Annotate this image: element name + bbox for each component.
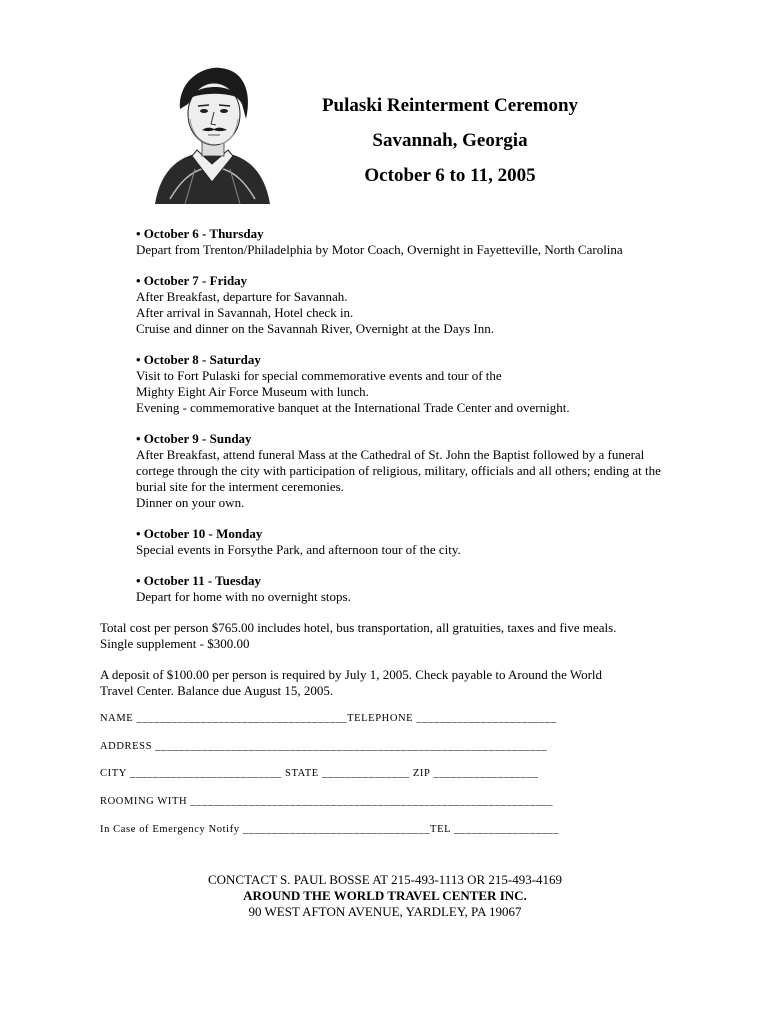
itinerary-day [136, 226, 736, 258]
day-heading: • October 9 - Sunday [136, 431, 252, 446]
itinerary-day [136, 352, 736, 416]
day-line: Cruise and dinner on the Savannah River, Overnight at the Days Inn. [136, 321, 494, 336]
day-line: Special events in Forsythe Park, and afternoon tour of the city. [136, 542, 461, 557]
city-state-zip-field[interactable]: CITY __________________________ STATE _______________ ZIP __________________ [100, 768, 539, 779]
agency-name: AROUND THE WORLD TRAVEL CENTER INC. [243, 888, 527, 903]
day-line: Depart for home with no overnight stops. [136, 589, 351, 604]
emergency-contact-field[interactable]: In Case of Emergency Notify ________________________________TEL __________________ [100, 824, 560, 835]
agency-address: 90 WEST AFTON AVENUE, YARDLEY, PA 19067 [248, 904, 522, 919]
cost-paragraph [100, 620, 720, 652]
day-heading: • October 10 - Monday [136, 526, 263, 541]
dates-heading: October 6 to 11, 2005 [364, 165, 536, 186]
day-line: cortege through the city with participation of religious, military, officials and all others; ending at the [136, 463, 661, 478]
cost-line: Total cost per person $765.00 includes hotel, bus transportation, all gratuities, taxes and five meals. [100, 620, 617, 635]
deposit-paragraph [100, 667, 720, 699]
address-field[interactable]: ADDRESS ___________________________________________________________________ [100, 741, 548, 752]
contact-block [0, 872, 770, 920]
itinerary-day [136, 526, 736, 558]
day-line: After arrival in Savannah, Hotel check in. [136, 305, 354, 320]
deposit-line: Travel Center. Balance due August 15, 2005. [100, 683, 334, 698]
itinerary-day [136, 431, 736, 511]
day-line: burial site for the interment ceremonies. [136, 479, 344, 494]
day-line: Dinner on your own. [136, 495, 245, 510]
itinerary-day [136, 273, 736, 337]
day-line: Mighty Eight Air Force Museum with lunch. [136, 384, 369, 399]
day-line: Depart from Trenton/Philadelphia by Motor Coach, Overnight in Fayetteville, North Carolina [136, 242, 623, 257]
title-block [285, 88, 615, 193]
name-telephone-field[interactable]: NAME ____________________________________TELEPHONE ________________________ [100, 713, 557, 724]
day-heading: • October 8 - Saturday [136, 352, 261, 367]
day-line: Evening - commemorative banquet at the International Trade Center and overnight. [136, 400, 570, 415]
itinerary-day [136, 573, 736, 605]
page-title: Pulaski Reinterment Ceremony [321, 95, 579, 116]
day-line: Visit to Fort Pulaski for special commemorative events and tour of the [136, 368, 502, 383]
day-heading: • October 6 - Thursday [136, 226, 264, 241]
pulaski-portrait [150, 64, 275, 209]
supplement-line: Single supplement - $300.00 [100, 636, 250, 651]
day-line: After Breakfast, attend funeral Mass at the Cathedral of St. John the Baptist followed by a funeral [136, 447, 645, 462]
contact-phone-line: CONCTACT S. PAUL BOSSE AT 215-493-1113 OR 215-493-4169 [207, 872, 563, 887]
day-heading: • October 7 - Friday [136, 273, 248, 288]
day-line: After Breakfast, departure for Savannah. [136, 289, 348, 304]
itinerary [136, 226, 736, 620]
rooming-with-field[interactable]: ROOMING WITH ______________________________________________________________ [100, 796, 554, 807]
deposit-line: A deposit of $100.00 per person is required by July 1, 2005. Check payable to Around the World [100, 667, 603, 682]
day-heading: • October 11 - Tuesday [136, 573, 261, 588]
location-heading: Savannah, Georgia [372, 130, 528, 151]
